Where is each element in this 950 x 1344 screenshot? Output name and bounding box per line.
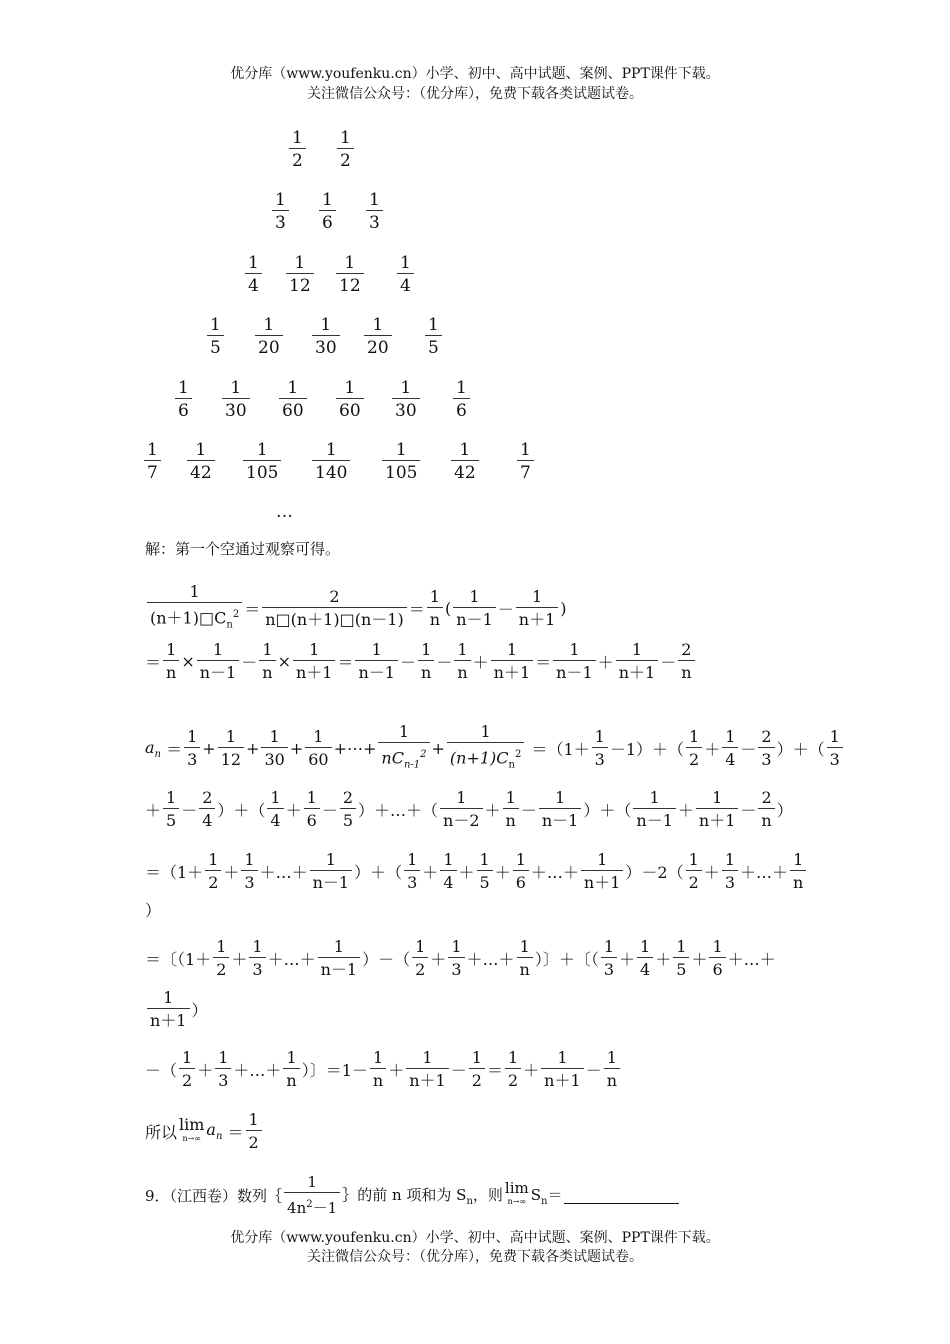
sum-line-4: ＝〔（1＋ $\frac{1}{2}$ ＋ $\frac{1}{3}$ ＋…＋ $\frac{1}{n-1}$ ）－（ $\frac{1}{2}$ ＋ $\frac{1}{3}$ ＋…＋ $\frac{1}{n}$ ）〕＋〔（ $\frac{1}{3}$ ＋ $\frac{1}{4}$ ＋ $\frac{1}{5}$ ＋ $\frac{1}{6}$ ＋…＋ [145,937,776,979]
footer-line-1: 优分库（www.youfenku.cn）小学、初中、高中试题、案例、PPT课件下载。 [230,1230,720,1246]
header-line-2: 关注微信公众号：（优分库），免费下载各类试题试卷。 [307,86,643,102]
sum-line-5: －（ $\frac{1}{2}$ ＋ $\frac{1}{3}$ ＋…＋ $\frac{1}{n}$ ）〕＝1－ $\frac{1}{n}$ ＋ $\frac{1}{n+1}$ － $\frac{1}{2}$ ＝ $\frac{1}{2}$ ＋ $\frac{1}{n+1}$ － $\frac{1}{n}$ [145,1048,622,1091]
question-9: 9．（江西卷）数列｛ $\frac{1}{4n^2-1}$ ｝的前 n 项和为 $S_n$，则 lim n→∞ $S_n=$ [145,1172,679,1218]
triangle-ellipsis: … [276,502,293,522]
answer-blank[interactable] [564,1187,679,1204]
sum-line-3: ＝（1＋ $\frac{1}{2}$ ＋ $\frac{1}{3}$ ＋…＋ $\frac{1}{n-1}$ ）＋（ $\frac{1}{3}$ ＋ $\frac{1}{4}$ ＋ $\frac{1}{5}$ ＋ $\frac{1}{6}$ ＋…＋ $\frac{1}{n+1}$ ）－2（ $\frac{1}{2}$ ＋ $\frac{1}{3}$ ＋…＋ $\frac{1}{n}$ [145,850,808,893]
conclusion-prefix: 所以 [145,1123,178,1142]
conclusion: 所以 lim n→∞ $a_n$ ＝ $\frac{1}{2}$ [145,1110,264,1153]
sum-line-4b: $\frac{1}{n+1}$ ） [145,988,208,1031]
identity-line-1: $\frac{1}{(n+1)□C_n^2}$ ＝ $\frac{2}{n□(n+1)□(n-1)}$ ＝ $\frac{1}{n}$ ( $\frac{1}{n-1}$ － $\frac{1}{n+1}$ ) [145,582,567,636]
solution-intro: 解：第一个空通过观察可得。 [145,540,341,558]
sum-line-1: $a_n$ ＝ $\frac{1}{3}$ + $\frac{1}{12}$ + $\frac{1}{30}$ + $\frac{1}{60}$ +⋯+ $\frac{1}{nC_{n-1}^2}$ + $\frac{1}{(n+1)C_n^2}$ ＝（1＋ $\frac{1}{3}$ －1）＋（ $\frac{1}{2}$ ＋ $\frac{1}{4}$ － $\frac{2}{3}$ ）＋（ $\frac{1}{3}$ [145,722,845,776]
footer-line-2: 关注微信公众号：（优分库），免费下载各类试题试卷。 [307,1249,643,1265]
header-line-1: 优分库（www.youfenku.cn）小学、初中、高中试题、案例、PPT课件下载。 [230,66,720,82]
sum-line-3-close: ） [145,901,162,920]
sum-line-2: ＋ $\frac{1}{5}$ － $\frac{2}{4}$ ）＋（ $\frac{1}{4}$ ＋ $\frac{1}{6}$ － $\frac{2}{5}$ ）＋…＋（ $\frac{1}{n-2}$ ＋ $\frac{1}{n}$ － $\frac{1}{n-1}$ ）＋（ $\frac{1}{n-1}$ ＋ $\frac{1}{n+1}$ － $\frac{2}{n}$ ） [145,788,793,830]
identity-line-2: ＝ $\frac{1}{n}$ × $\frac{1}{n-1}$ － $\frac{1}{n}$ × $\frac{1}{n+1}$ ＝ $\frac{1}{n-1}$ － $\frac{1}{n}$ － $\frac{1}{n}$ ＋ $\frac{1}{n+1}$ ＝ $\frac{1}{n-1}$ ＋ $\frac{1}{n+1}$ － $\frac{2}{n}$ [145,640,697,683]
